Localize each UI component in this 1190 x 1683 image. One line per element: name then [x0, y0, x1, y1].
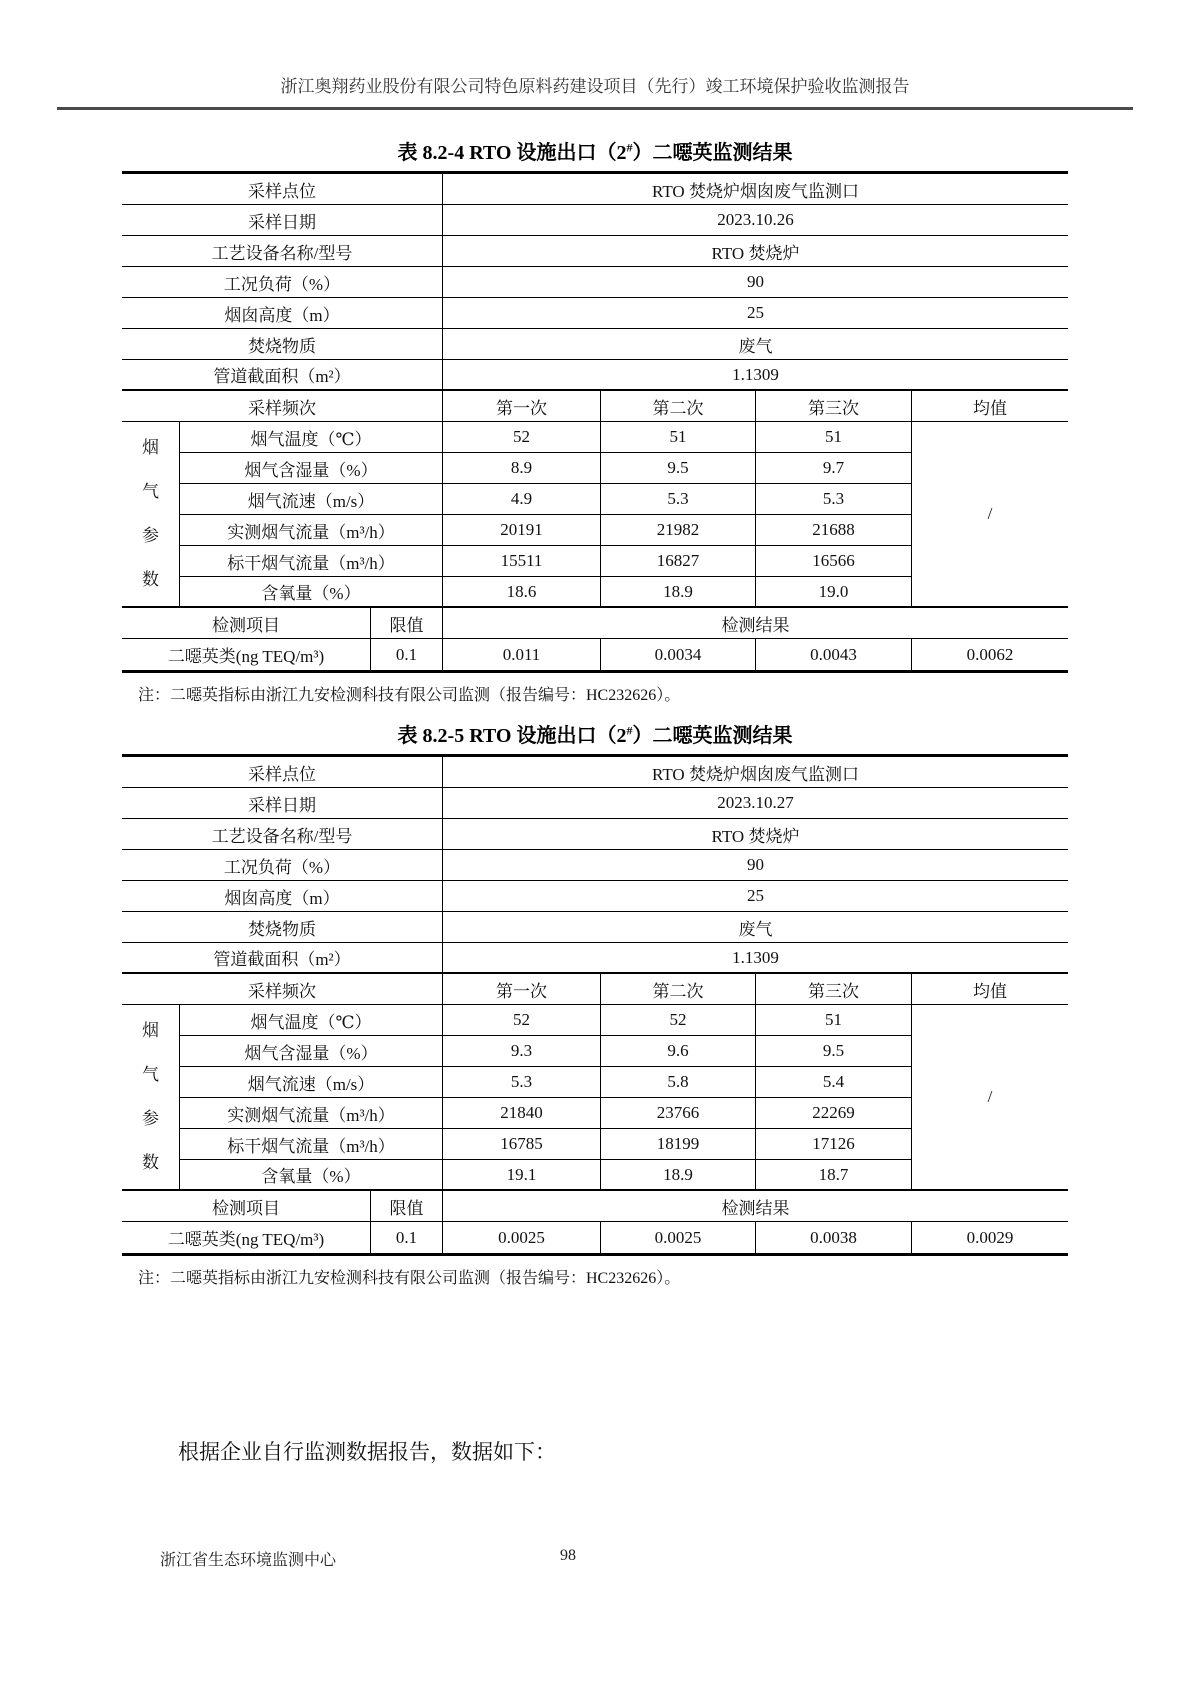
- param-value: 17126: [756, 1129, 912, 1160]
- param-label: 实测烟气流量（m³/h）: [180, 515, 443, 546]
- param-value: 16827: [601, 546, 756, 577]
- param-value: 16785: [443, 1129, 601, 1160]
- info-label: 工艺设备名称/型号: [122, 819, 443, 850]
- result-value: 0.0025: [443, 1222, 601, 1253]
- info-value: 废气: [443, 912, 1068, 943]
- page-content: [122, 122, 1068, 1466]
- param-mean-value: /: [912, 1005, 1068, 1191]
- info-label: 工况负荷（%）: [122, 267, 443, 298]
- freq-row-label: 采样频次: [122, 974, 443, 1005]
- info-value: 90: [443, 850, 1068, 881]
- result-result-header: 检测结果: [443, 1191, 1068, 1222]
- footer-page-number: 98: [560, 1547, 576, 1564]
- param-label: 标干烟气流量（m³/h）: [180, 1129, 443, 1160]
- param-group-label-text: 烟气参数: [142, 1020, 159, 1173]
- param-label: 实测烟气流量（m³/h）: [180, 1098, 443, 1129]
- param-value: 5.3: [443, 1067, 601, 1098]
- footer-organization: 浙江省生态环境监测中心: [160, 1552, 337, 1569]
- result-item-header: 检测项目: [122, 1191, 371, 1222]
- result-mean-value: 0.0062: [966, 644, 1014, 664]
- param-value: 5.4: [756, 1067, 912, 1098]
- param-value: 5.8: [601, 1067, 756, 1098]
- freq-col-header: 第二次: [601, 391, 756, 422]
- info-value: RTO 焚烧炉: [443, 819, 1068, 850]
- param-label: 烟气温度（℃）: [180, 1005, 443, 1036]
- table-title-text: ）二噁英监测结果: [632, 142, 793, 164]
- result-value: 0.0038: [756, 1222, 912, 1253]
- info-label: 烟囱高度（m）: [122, 881, 443, 912]
- result-value: 0.011: [443, 639, 601, 670]
- freq-col-header: 第二次: [601, 974, 756, 1005]
- param-label: 烟气流速（m/s）: [180, 1067, 443, 1098]
- param-value: 4.9: [443, 484, 601, 515]
- result-mean-value: 0.0029: [966, 1227, 1014, 1247]
- result-limit-header: 限值: [371, 1191, 443, 1222]
- param-value: 51: [756, 1005, 912, 1036]
- info-value: 1.1309: [443, 360, 1068, 391]
- param-label: 烟气含湿量（%）: [180, 1036, 443, 1067]
- result-item-header: 检测项目: [122, 608, 371, 639]
- page-header: [57, 72, 1133, 110]
- param-label: 含氧量（%）: [180, 1160, 443, 1191]
- param-label: 标干烟气流量（m³/h）: [180, 546, 443, 577]
- info-label: 工况负荷（%）: [122, 850, 443, 881]
- param-value: 21840: [443, 1098, 601, 1129]
- param-value: 15511: [443, 546, 601, 577]
- monitoring-table-8-2-4: [122, 171, 1068, 673]
- table-title-text: 表 8.2-4 RTO 设施出口（2: [397, 142, 627, 164]
- param-value: 5.3: [756, 484, 912, 515]
- param-value: 51: [756, 422, 912, 453]
- param-value: 21982: [601, 515, 756, 546]
- param-value: 51: [601, 422, 756, 453]
- info-value: 2023.10.26: [443, 205, 1068, 236]
- freq-col-header: 均值: [912, 391, 1068, 422]
- param-value: 9.6: [601, 1036, 756, 1067]
- info-label: 焚烧物质: [122, 912, 443, 943]
- param-value: 18199: [601, 1129, 756, 1160]
- table-8-2-5-note: 注：二噁英指标由浙江九安检测科技有限公司监测（报告编号：HC232626）。: [138, 1270, 681, 1287]
- result-value: 0.0034: [601, 639, 756, 670]
- param-label: 烟气温度（℃）: [180, 422, 443, 453]
- result-item: 二噁英类(ng TEQ/m³): [122, 1222, 371, 1253]
- header-title: 浙江奥翔药业股份有限公司特色原料药建设项目（先行）竣工环境保护验收监测报告: [280, 77, 910, 96]
- info-label: 采样点位: [122, 757, 443, 788]
- info-value: 25: [443, 298, 1068, 329]
- info-label: 工艺设备名称/型号: [122, 236, 443, 267]
- param-value: 9.5: [601, 453, 756, 484]
- param-value: 52: [443, 422, 601, 453]
- param-value: 16566: [756, 546, 912, 577]
- param-value: 23766: [601, 1098, 756, 1129]
- param-value: 18.7: [756, 1160, 912, 1191]
- param-group-label-text: 烟气参数: [142, 437, 159, 590]
- param-value: 19.1: [443, 1160, 601, 1191]
- table-title-text: ）二噁英监测结果: [632, 725, 793, 747]
- monitoring-table-8-2-5: [122, 754, 1068, 1256]
- table-8-2-5-title: [122, 719, 1068, 748]
- body-paragraph: 根据企业自行监测数据报告，数据如下：: [178, 1440, 556, 1464]
- table-title-superscript: #: [626, 140, 633, 155]
- param-value: 18.9: [601, 577, 756, 608]
- result-item: 二噁英类(ng TEQ/m³): [122, 639, 371, 670]
- table-title-superscript: #: [626, 723, 633, 738]
- table-8-2-4-title: [122, 136, 1068, 165]
- info-value: 1.1309: [443, 943, 1068, 974]
- result-limit-header: 限值: [371, 608, 443, 639]
- param-value: 52: [601, 1005, 756, 1036]
- param-label: 烟气含湿量（%）: [180, 453, 443, 484]
- param-group-label: [122, 1005, 180, 1191]
- param-value: 5.3: [601, 484, 756, 515]
- info-value: 90: [443, 267, 1068, 298]
- info-label: 管道截面积（m²）: [122, 360, 443, 391]
- param-value: 19.0: [756, 577, 912, 608]
- param-value: 20191: [443, 515, 601, 546]
- result-limit-value: 0.1: [371, 1222, 443, 1253]
- param-value: 52: [443, 1005, 601, 1036]
- info-value: RTO 焚烧炉烟囱废气监测口: [443, 174, 1068, 205]
- param-value: 18.9: [601, 1160, 756, 1191]
- info-value: 25: [443, 881, 1068, 912]
- param-value: 9.7: [756, 453, 912, 484]
- param-value: 9.5: [756, 1036, 912, 1067]
- param-value: 21688: [756, 515, 912, 546]
- info-label: 采样日期: [122, 788, 443, 819]
- freq-row-label: 采样频次: [122, 391, 443, 422]
- param-value: 22269: [756, 1098, 912, 1129]
- result-value: 0.0025: [601, 1222, 756, 1253]
- result-limit-value: 0.1: [371, 639, 443, 670]
- info-value: RTO 焚烧炉: [443, 236, 1068, 267]
- param-label: 含氧量（%）: [180, 577, 443, 608]
- result-result-header: 检测结果: [443, 608, 1068, 639]
- result-value: 0.0043: [756, 639, 912, 670]
- info-value: 废气: [443, 329, 1068, 360]
- table-8-2-4-note: 注：二噁英指标由浙江九安检测科技有限公司监测（报告编号：HC232626）。: [138, 687, 681, 704]
- param-value: 18.6: [443, 577, 601, 608]
- info-value: RTO 焚烧炉烟囱废气监测口: [443, 757, 1068, 788]
- table-title-text: 表 8.2-5 RTO 设施出口（2: [397, 725, 627, 747]
- info-label: 焚烧物质: [122, 329, 443, 360]
- param-value: 8.9: [443, 453, 601, 484]
- info-value: 2023.10.27: [443, 788, 1068, 819]
- freq-col-header: 第三次: [756, 391, 912, 422]
- info-label: 采样点位: [122, 174, 443, 205]
- param-mean-value: /: [912, 422, 1068, 608]
- info-label: 采样日期: [122, 205, 443, 236]
- freq-col-header: 第三次: [756, 974, 912, 1005]
- info-label: 管道截面积（m²）: [122, 943, 443, 974]
- info-label: 烟囱高度（m）: [122, 298, 443, 329]
- param-group-label: [122, 422, 180, 608]
- param-label: 烟气流速（m/s）: [180, 484, 443, 515]
- param-value: 9.3: [443, 1036, 601, 1067]
- freq-col-header: 均值: [912, 974, 1068, 1005]
- freq-col-header: 第一次: [443, 974, 601, 1005]
- freq-col-header: 第一次: [443, 391, 601, 422]
